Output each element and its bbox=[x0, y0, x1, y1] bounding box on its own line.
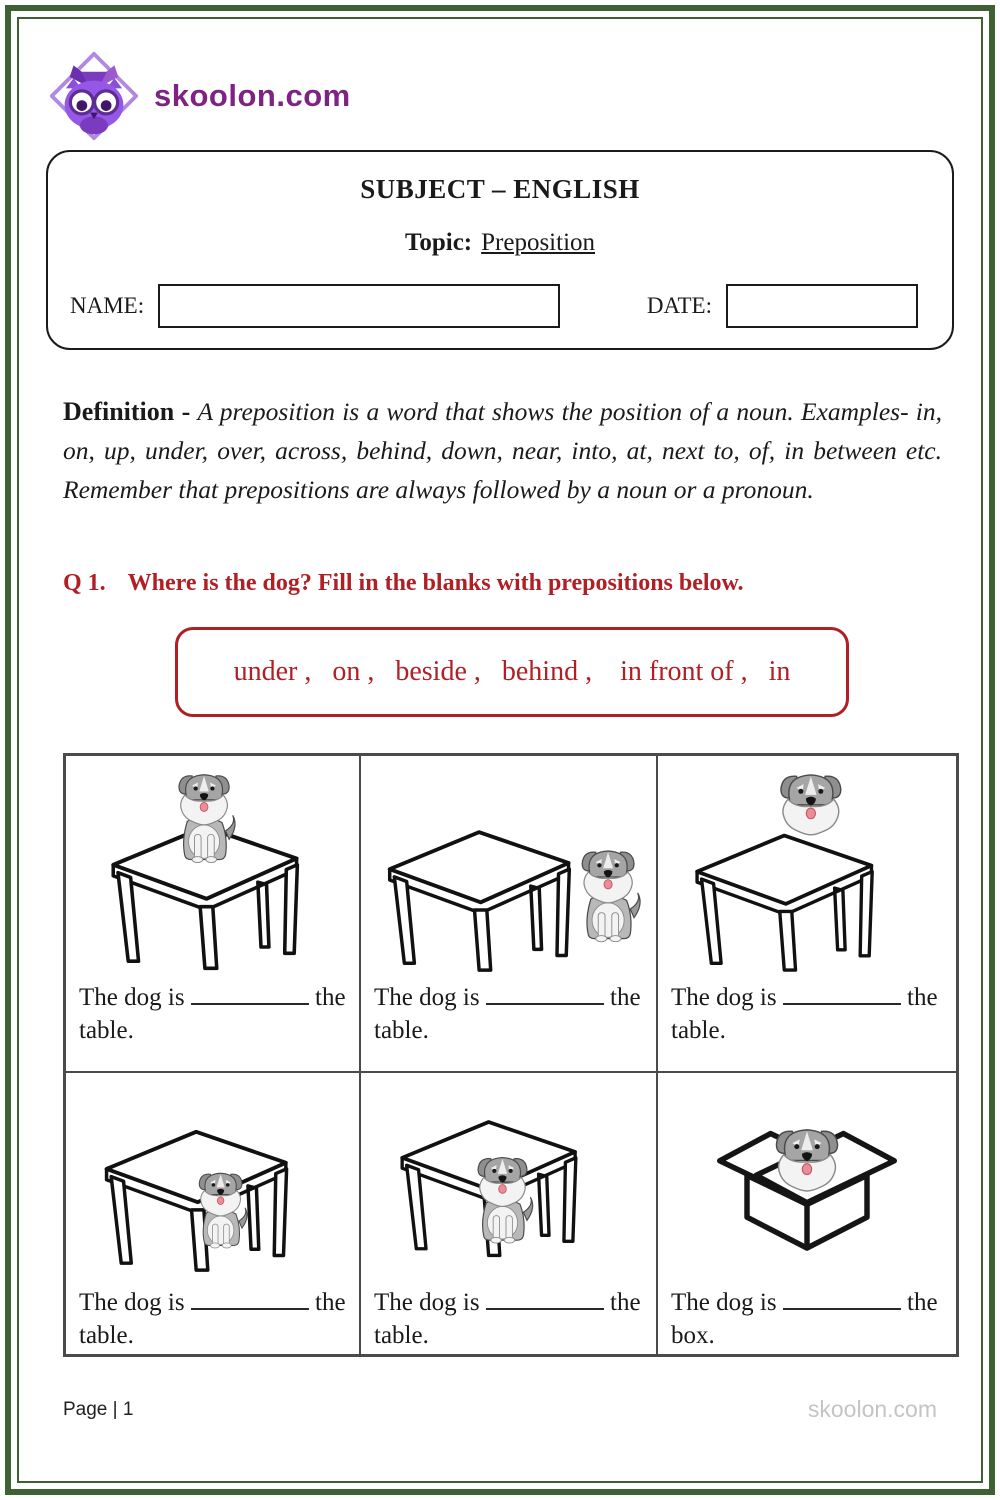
question-text: Where is the dog? Fill in the blanks with prepositions below. bbox=[127, 570, 744, 596]
subject-title: SUBJECT – ENGLISH bbox=[360, 174, 640, 204]
caption: The dog is the table. bbox=[66, 974, 359, 1071]
answer-blank[interactable] bbox=[486, 1283, 604, 1310]
word-bank-box: under , on , beside , behind , in front of , in bbox=[175, 627, 849, 717]
name-label: NAME: bbox=[70, 293, 145, 318]
dog-under-table-illustration bbox=[66, 1073, 359, 1279]
worksheet-header-box bbox=[46, 150, 954, 350]
caption: The dog is the table. bbox=[66, 1279, 359, 1355]
definition-paragraph bbox=[63, 392, 942, 509]
name-input-box[interactable] bbox=[158, 284, 560, 328]
exercise-cell-dog-under-table bbox=[65, 1072, 360, 1355]
answer-blank[interactable] bbox=[486, 978, 604, 1005]
exercise-cell-dog-in-front-of-table bbox=[360, 1072, 657, 1355]
topic-value: Preposition bbox=[481, 229, 596, 256]
topic-line bbox=[48, 229, 952, 257]
exercise-cell-dog-in-box bbox=[657, 1072, 957, 1355]
dog-behind-table-illustration bbox=[658, 756, 956, 974]
definition-text: A preposition is a word that shows the position of a noun. Examples- in, on, up, under, over, across, behind, down, near, into, at, next to, of, in between etc. Remember that prepositions are always followed by a noun or a pronoun. bbox=[63, 397, 942, 504]
exercise-cell-dog-beside-table bbox=[360, 755, 657, 1072]
logo-text: skoolon.com bbox=[154, 78, 351, 113]
page-number: Page | 1 bbox=[63, 1398, 134, 1420]
answer-blank[interactable] bbox=[783, 978, 901, 1005]
answer-blank[interactable] bbox=[191, 978, 309, 1005]
page-footer bbox=[63, 1396, 937, 1423]
exercise-cell-dog-behind-table bbox=[657, 755, 957, 1072]
dog-beside-table-illustration bbox=[361, 756, 656, 974]
date-group bbox=[647, 284, 918, 328]
answer-blank[interactable] bbox=[191, 1283, 309, 1310]
dog-in-front-of-table-illustration bbox=[361, 1073, 656, 1279]
site-logo bbox=[48, 50, 351, 142]
answer-blank[interactable] bbox=[783, 1283, 901, 1310]
exercise-cell-dog-on-table bbox=[65, 755, 360, 1072]
question-number: Q 1. bbox=[63, 570, 106, 596]
question-1-heading bbox=[63, 570, 744, 597]
caption: The dog is the box. bbox=[658, 1279, 956, 1355]
caption: The dog is the table. bbox=[361, 974, 656, 1071]
date-input-box[interactable] bbox=[726, 284, 918, 328]
dog-in-box-illustration bbox=[658, 1073, 956, 1279]
dog-on-table-illustration bbox=[66, 756, 359, 974]
date-label: DATE: bbox=[646, 293, 712, 318]
definition-label: Definition - bbox=[63, 397, 191, 426]
footer-brand: skoolon.com bbox=[807, 1396, 937, 1422]
name-date-row bbox=[70, 284, 918, 328]
exercise-grid bbox=[63, 753, 959, 1357]
caption: The dog is the table. bbox=[361, 1279, 656, 1355]
topic-label: Topic: bbox=[404, 229, 473, 256]
owl-logo-icon bbox=[48, 50, 140, 142]
caption: The dog is the table. bbox=[658, 974, 956, 1071]
